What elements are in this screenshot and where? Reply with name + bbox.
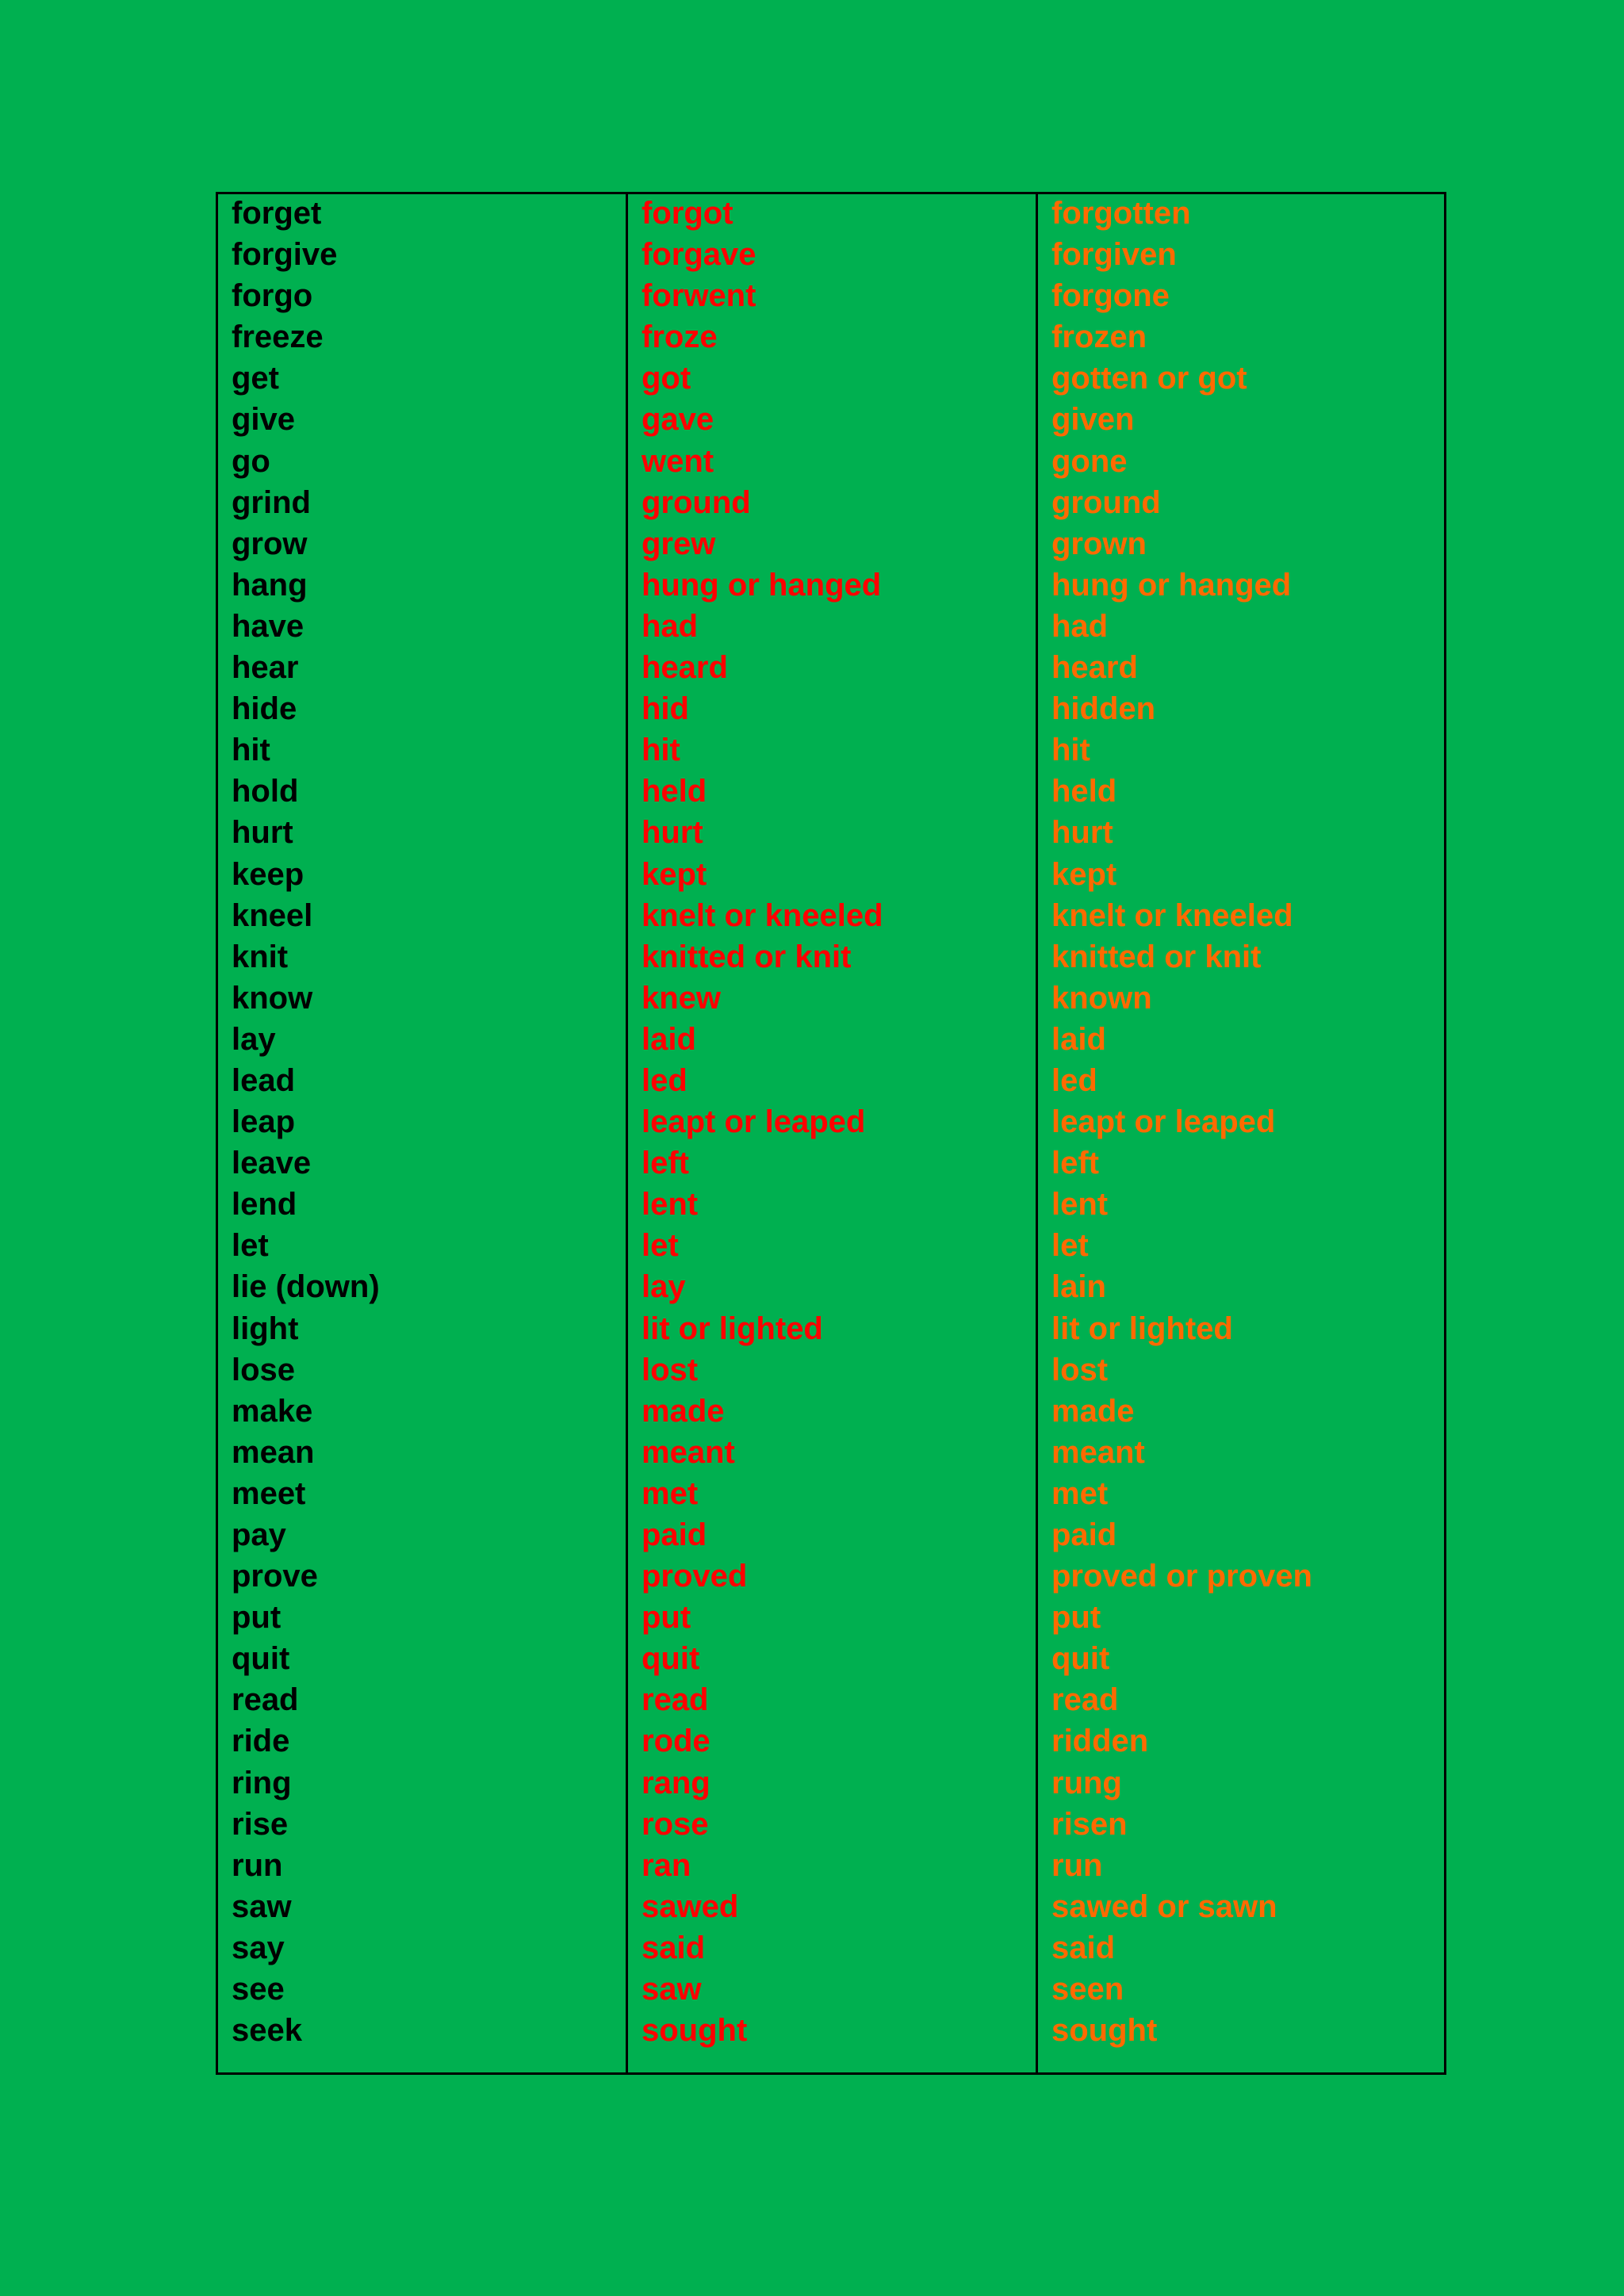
base-form-cell: hit bbox=[232, 733, 270, 768]
past-tense-cell: made bbox=[642, 1393, 725, 1429]
past-participle-cell: lain bbox=[1051, 1269, 1106, 1305]
past-tense-cell: ran bbox=[642, 1847, 691, 1883]
past-participle-cell: meant bbox=[1051, 1434, 1145, 1470]
past-participle-cell: forgiven bbox=[1051, 237, 1177, 273]
past-participle-cell: forgotten bbox=[1051, 196, 1191, 231]
base-form-cell: hear bbox=[232, 650, 299, 686]
past-tense-cell: held bbox=[642, 774, 707, 809]
base-form-cell: hide bbox=[232, 691, 297, 727]
past-tense-cell: lit or lighted bbox=[642, 1311, 823, 1346]
base-form-cell: lie (down) bbox=[232, 1269, 380, 1305]
base-form-cell: have bbox=[232, 608, 304, 644]
past-tense-cell: lay bbox=[642, 1269, 686, 1305]
base-form-cell: lend bbox=[232, 1187, 297, 1223]
past-tense-cell: led bbox=[642, 1062, 688, 1098]
base-form-cell: seek bbox=[232, 2013, 302, 2049]
past-tense-cell: met bbox=[642, 1475, 699, 1511]
base-form-cell: grow bbox=[232, 526, 308, 561]
past-tense-cell: left bbox=[642, 1146, 689, 1181]
base-form-cell: freeze bbox=[232, 320, 324, 355]
past-tense-cell: ground bbox=[642, 484, 751, 520]
base-form-cell: quit bbox=[232, 1641, 290, 1677]
past-participle-cell: hurt bbox=[1051, 815, 1113, 851]
past-participle-column bbox=[1038, 194, 1444, 2072]
past-tense-cell: forgave bbox=[642, 237, 756, 273]
past-tense-cell: hung or hanged bbox=[642, 567, 882, 603]
base-form-cell: read bbox=[232, 1682, 299, 1718]
past-tense-cell: grew bbox=[642, 526, 716, 561]
past-participle-cell: put bbox=[1051, 1600, 1101, 1636]
past-tense-cell: leapt or leaped bbox=[642, 1104, 866, 1140]
base-form-cell: put bbox=[232, 1600, 282, 1636]
past-tense-cell: heard bbox=[642, 650, 728, 686]
past-tense-cell: said bbox=[642, 1930, 706, 1965]
past-participle-cell: risen bbox=[1051, 1806, 1128, 1842]
past-participle-cell: run bbox=[1051, 1847, 1103, 1883]
past-tense-cell: put bbox=[642, 1600, 691, 1636]
past-tense-cell: saw bbox=[642, 1972, 702, 2007]
past-participle-cell: ridden bbox=[1051, 1724, 1149, 1759]
past-participle-cell: quit bbox=[1051, 1641, 1110, 1677]
past-participle-cell: sawed or sawn bbox=[1051, 1888, 1277, 1924]
base-form-cell: hold bbox=[232, 774, 299, 809]
past-tense-cell: let bbox=[642, 1228, 679, 1264]
past-tense-cell: kept bbox=[642, 856, 707, 892]
past-tense-cell: rose bbox=[642, 1806, 709, 1842]
past-participle-cell: led bbox=[1051, 1062, 1097, 1098]
past-participle-cell: hung or hanged bbox=[1051, 567, 1292, 603]
base-form-cell: pay bbox=[232, 1517, 286, 1552]
past-participle-cell: met bbox=[1051, 1475, 1109, 1511]
past-participle-cell: known bbox=[1051, 980, 1152, 1016]
base-form-cell: lay bbox=[232, 1021, 276, 1057]
base-form-cell: leap bbox=[232, 1104, 296, 1140]
past-tense-cell: hit bbox=[642, 733, 680, 768]
past-tense-cell: paid bbox=[642, 1517, 707, 1552]
past-participle-cell: gone bbox=[1051, 443, 1128, 479]
base-form-cell: mean bbox=[232, 1434, 315, 1470]
past-tense-cell: knitted or knit bbox=[642, 939, 852, 974]
past-tense-cell: forwent bbox=[642, 278, 756, 314]
past-tense-cell: sought bbox=[642, 2013, 748, 2049]
past-participle-cell: given bbox=[1051, 402, 1135, 438]
past-participle-cell: gotten or got bbox=[1051, 361, 1247, 396]
base-form-cell: forgive bbox=[232, 237, 338, 273]
irregular-verb-table bbox=[216, 192, 1446, 2075]
past-tense-cell: quit bbox=[642, 1641, 700, 1677]
past-participle-cell: seen bbox=[1051, 1972, 1124, 2007]
past-participle-cell: grown bbox=[1051, 526, 1147, 561]
past-participle-cell: frozen bbox=[1051, 320, 1147, 355]
past-tense-cell: hurt bbox=[642, 815, 703, 851]
base-form-cell: lose bbox=[232, 1352, 296, 1387]
base-form-cell: meet bbox=[232, 1475, 306, 1511]
past-participle-cell: hit bbox=[1051, 733, 1090, 768]
past-participle-cell: rung bbox=[1051, 1765, 1122, 1800]
past-participle-cell: proved or proven bbox=[1051, 1559, 1312, 1594]
base-form-cell: saw bbox=[232, 1888, 292, 1924]
past-tense-cell: froze bbox=[642, 320, 718, 355]
base-form-cell: go bbox=[232, 443, 270, 479]
base-form-cell: ride bbox=[232, 1724, 290, 1759]
base-form-column bbox=[218, 194, 628, 2072]
base-form-cell: make bbox=[232, 1393, 313, 1429]
base-form-cell: keep bbox=[232, 856, 304, 892]
base-form-cell: let bbox=[232, 1228, 269, 1264]
base-form-cell: ring bbox=[232, 1765, 292, 1800]
past-tense-cell: gave bbox=[642, 402, 714, 438]
past-participle-cell: kept bbox=[1051, 856, 1117, 892]
past-participle-cell: had bbox=[1051, 608, 1109, 644]
past-tense-cell: knew bbox=[642, 980, 722, 1016]
past-participle-cell: forgone bbox=[1051, 278, 1170, 314]
past-participle-cell: leapt or leaped bbox=[1051, 1104, 1276, 1140]
past-participle-cell: left bbox=[1051, 1146, 1099, 1181]
past-tense-cell: hid bbox=[642, 691, 689, 727]
past-tense-cell: proved bbox=[642, 1559, 748, 1594]
past-participle-cell: heard bbox=[1051, 650, 1138, 686]
base-form-cell: prove bbox=[232, 1559, 318, 1594]
base-form-cell: leave bbox=[232, 1146, 312, 1181]
past-tense-cell: had bbox=[642, 608, 699, 644]
past-participle-cell: said bbox=[1051, 1930, 1116, 1965]
past-participle-cell: lent bbox=[1051, 1187, 1109, 1223]
past-tense-cell: lost bbox=[642, 1352, 699, 1387]
past-tense-cell: got bbox=[642, 361, 691, 396]
base-form-cell: forget bbox=[232, 196, 322, 231]
base-form-cell: light bbox=[232, 1311, 299, 1346]
past-tense-cell: read bbox=[642, 1682, 709, 1718]
past-participle-cell: let bbox=[1051, 1228, 1089, 1264]
base-form-cell: kneel bbox=[232, 897, 313, 933]
base-form-cell: hurt bbox=[232, 815, 293, 851]
base-form-cell: knit bbox=[232, 939, 289, 974]
base-form-cell: lead bbox=[232, 1062, 296, 1098]
base-form-cell: grind bbox=[232, 484, 311, 520]
base-form-cell: get bbox=[232, 361, 279, 396]
past-tense-cell: sawed bbox=[642, 1888, 739, 1924]
base-form-cell: give bbox=[232, 402, 296, 438]
past-participle-cell: hidden bbox=[1051, 691, 1156, 727]
past-participle-cell: knelt or kneeled bbox=[1051, 897, 1293, 933]
base-form-cell: know bbox=[232, 980, 313, 1016]
past-tense-cell: meant bbox=[642, 1434, 735, 1470]
past-tense-cell: lent bbox=[642, 1187, 699, 1223]
base-form-cell: see bbox=[232, 1972, 285, 2007]
base-form-cell: say bbox=[232, 1930, 285, 1965]
past-participle-cell: lost bbox=[1051, 1352, 1109, 1387]
base-form-cell: hang bbox=[232, 567, 308, 603]
past-tense-cell: went bbox=[642, 443, 714, 479]
past-participle-cell: made bbox=[1051, 1393, 1135, 1429]
past-participle-cell: read bbox=[1051, 1682, 1119, 1718]
past-tense-cell: forgot bbox=[642, 196, 733, 231]
past-participle-cell: paid bbox=[1051, 1517, 1117, 1552]
past-participle-cell: held bbox=[1051, 774, 1117, 809]
past-tense-cell: rang bbox=[642, 1765, 710, 1800]
past-participle-cell: ground bbox=[1051, 484, 1161, 520]
past-tense-cell: knelt or kneeled bbox=[642, 897, 883, 933]
past-participle-cell: knitted or knit bbox=[1051, 939, 1262, 974]
base-form-cell: rise bbox=[232, 1806, 289, 1842]
past-tense-cell: rode bbox=[642, 1724, 710, 1759]
base-form-cell: forgo bbox=[232, 278, 313, 314]
base-form-cell: run bbox=[232, 1847, 283, 1883]
past-tense-cell: laid bbox=[642, 1021, 696, 1057]
past-participle-cell: lit or lighted bbox=[1051, 1311, 1233, 1346]
past-tense-column bbox=[628, 194, 1038, 2072]
past-participle-cell: laid bbox=[1051, 1021, 1106, 1057]
past-participle-cell: sought bbox=[1051, 2013, 1158, 2049]
